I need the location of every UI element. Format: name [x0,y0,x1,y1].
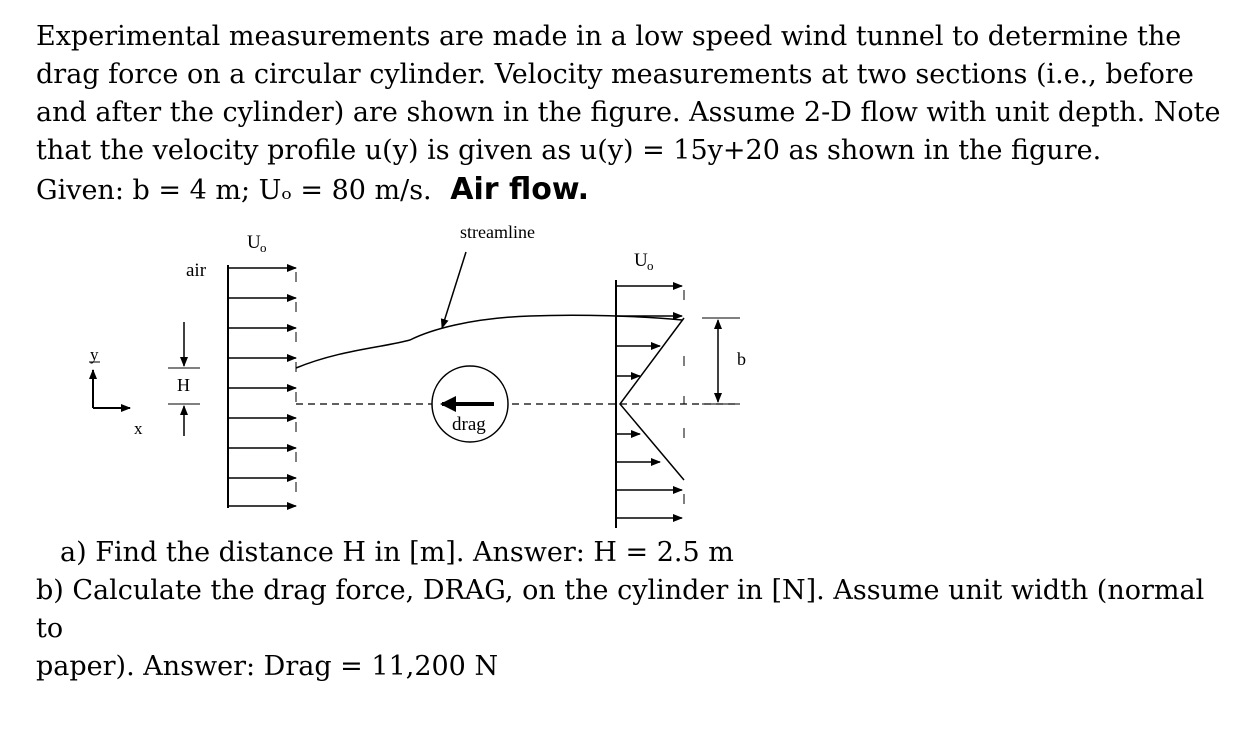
u0-left-label: U [247,232,261,253]
questions [36,534,1236,686]
question-b-line-1: b) Calculate the drag force, DRAG, on the cylinder in [N]. Assume unit width (normal to [36,575,1205,644]
drag-label: drag [452,414,486,435]
coordinate-axes [89,345,143,438]
given-line [36,170,589,211]
wind-tunnel-diagram [0,215,1247,535]
downstream-velocity-profile [616,250,684,528]
air-flow-emphasis: Air flow. [450,172,590,207]
question-a: a) Find the distance H in [m]. Answer: H = 2.5 m [60,537,734,568]
given-text: Given: b = 4 m; Uₒ = 80 m/s. [36,175,432,206]
upstream-velocity-profile [186,232,296,508]
air-label: air [186,260,207,281]
h-label: H [177,375,190,395]
u0-right-label: U [634,250,648,271]
u0-right-subscript: o [647,258,654,273]
b-dimension [702,318,746,404]
streamline-label: streamline [460,222,535,242]
x-axis-label: x [134,419,143,438]
problem-line-3: and after the cylinder) are shown in the figure. Assume 2-D flow with unit depth. Note [36,97,1221,128]
h-dimension [168,322,200,436]
problem-line-4: that the velocity profile u(y) is given as u(y) = 15y+20 as shown in the figure. [36,135,1102,166]
question-b-line-2: paper). Answer: Drag = 11,200 N [36,651,499,682]
problem-line-2: drag force on a circular cylinder. Velocity measurements at two sections (i.e., before [36,59,1194,90]
problem-line-1: Experimental measurements are made in a low speed wind tunnel to determine the [36,21,1182,52]
b-label: b [737,349,746,369]
y-axis-label: y [90,345,99,364]
cylinder [432,366,508,442]
u0-left-subscript: o [260,240,267,255]
problem-statement [36,18,1236,170]
